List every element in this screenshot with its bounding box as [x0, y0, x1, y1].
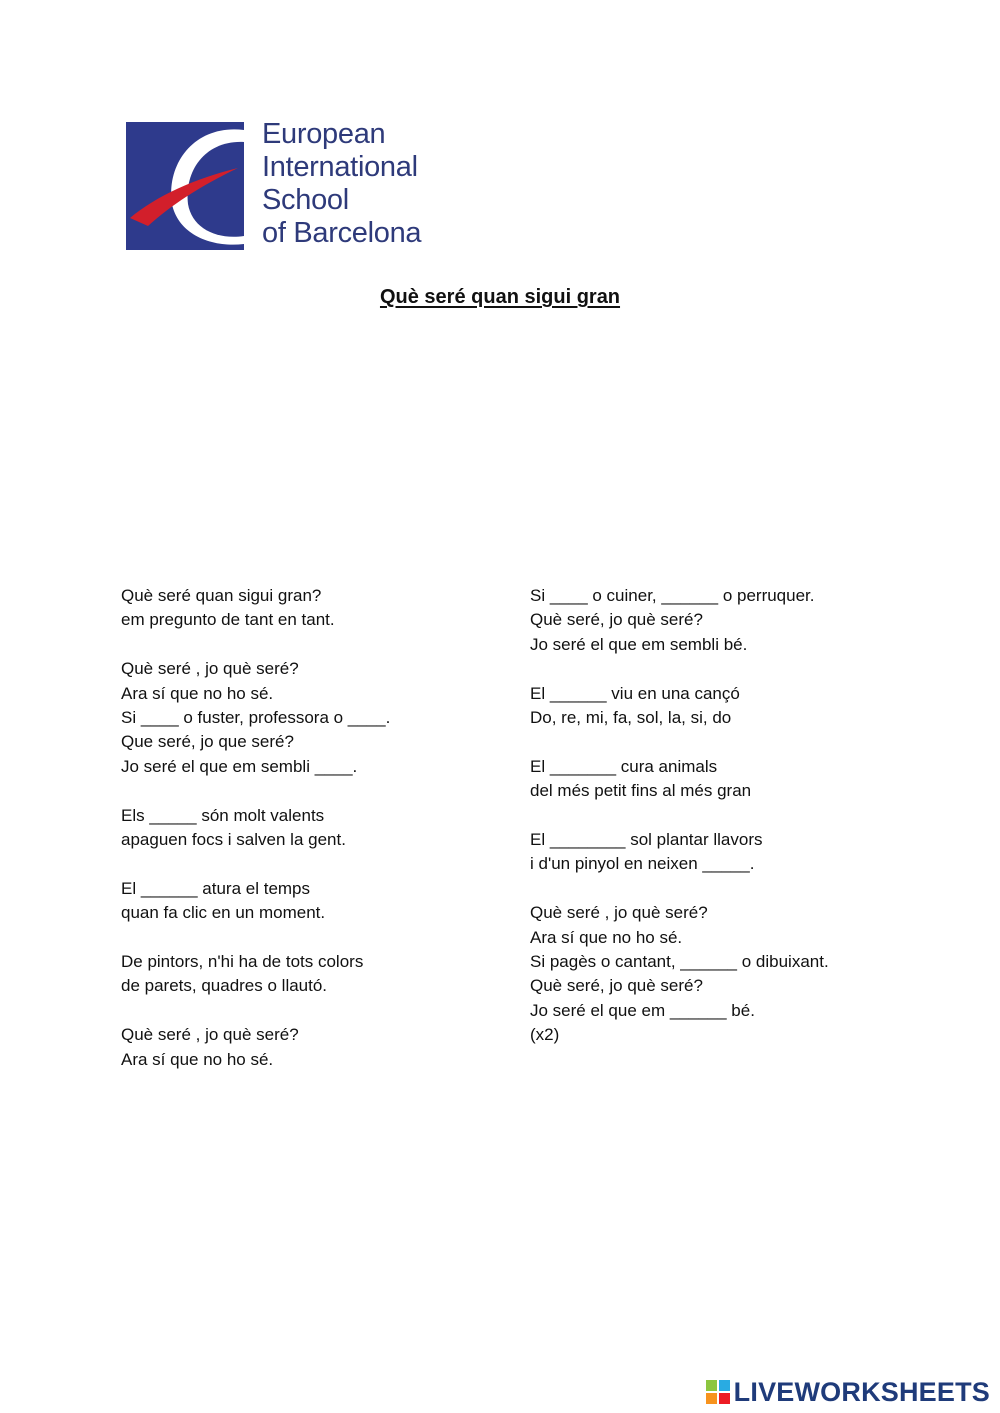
lyric-line: quan fa clic en un moment.: [121, 903, 326, 923]
lyric-line: Jo seré el que em ______ bé.: [530, 1000, 755, 1020]
school-name-line: International: [262, 151, 418, 183]
lyric-line: i d'un pinyol en neixen _____.: [530, 854, 755, 874]
lyric-line: Què seré quan sigui gran?: [121, 586, 322, 605]
school-name: [262, 118, 421, 250]
lyric-line: (x2): [530, 1025, 560, 1045]
lyric-line: apaguen focs i salven la gent.: [121, 830, 346, 850]
lyric-line: Ara sí que no ho sé.: [121, 683, 274, 703]
lyric-line: El ______ viu en una cançó: [530, 683, 740, 703]
page-title: Què seré quan sigui gran: [379, 286, 621, 308]
stanza: [121, 950, 501, 999]
lyric-line: Què seré , jo què seré?: [530, 903, 708, 923]
lyric-line: Els _____ són molt valents: [121, 805, 325, 825]
lyric-line: Què seré , jo què seré?: [121, 1025, 299, 1045]
lyric-line: El ________ sol plantar llavors: [530, 830, 763, 850]
school-name-line: School: [262, 184, 349, 216]
stanza: [530, 901, 930, 1047]
lyric-line: Do, re, mi, fa, sol, la, si, do: [530, 708, 732, 728]
lyric-line: Jo seré el que em sembli bé.: [530, 634, 748, 654]
liveworksheets-brand: [706, 1377, 990, 1407]
lyric-line: del més petit fins al més gran: [530, 781, 752, 801]
lyric-line: Si ____ o cuiner, ______ o perruquer.: [530, 586, 815, 605]
stanza: [530, 682, 930, 731]
lyric-line: de parets, quadres o llautó.: [121, 976, 328, 996]
lyric-line: Jo seré el que em sembli ____.: [121, 756, 358, 776]
liveworksheets-icon: [706, 1380, 730, 1404]
stanza: [121, 1023, 501, 1072]
stanza: [530, 755, 930, 804]
lyric-line: El _______ cura animals: [530, 756, 718, 776]
lyric-line: Què seré, jo què seré?: [530, 976, 703, 996]
lyric-line: Ara sí que no ho sé.: [530, 927, 683, 947]
lyric-line: Què seré , jo què seré?: [121, 659, 299, 679]
lyric-line: Que seré, jo que seré?: [121, 732, 294, 752]
lyric-line: em pregunto de tant en tant.: [121, 610, 335, 630]
lyrics-right-column: [530, 584, 930, 1072]
lyric-line: De pintors, n'hi ha de tots colors: [121, 952, 364, 972]
school-name-line: of Barcelona: [262, 217, 422, 249]
school-name-line: European: [262, 118, 386, 150]
stanza: [121, 877, 501, 926]
stanza: [121, 584, 501, 633]
stanza: [121, 657, 501, 779]
stanza: [121, 804, 501, 853]
stanza: [530, 584, 930, 657]
school-logo-icon: [126, 122, 244, 250]
lyric-line: El ______ atura el temps: [121, 878, 311, 898]
stanza: [530, 828, 930, 877]
lyric-line: Si ____ o fuster, professora o ____.: [121, 708, 391, 728]
lyrics-left-column: [121, 584, 501, 1096]
lyric-line: Ara sí que no ho sé.: [121, 1049, 274, 1069]
lyric-line: Què seré, jo què seré?: [530, 610, 703, 630]
lyric-line: Si pagès o cantant, ______ o dibuixant.: [530, 952, 829, 972]
school-logo: [126, 118, 446, 252]
liveworksheets-logo-text: LIVEWORKSHEETS: [733, 1376, 990, 1407]
